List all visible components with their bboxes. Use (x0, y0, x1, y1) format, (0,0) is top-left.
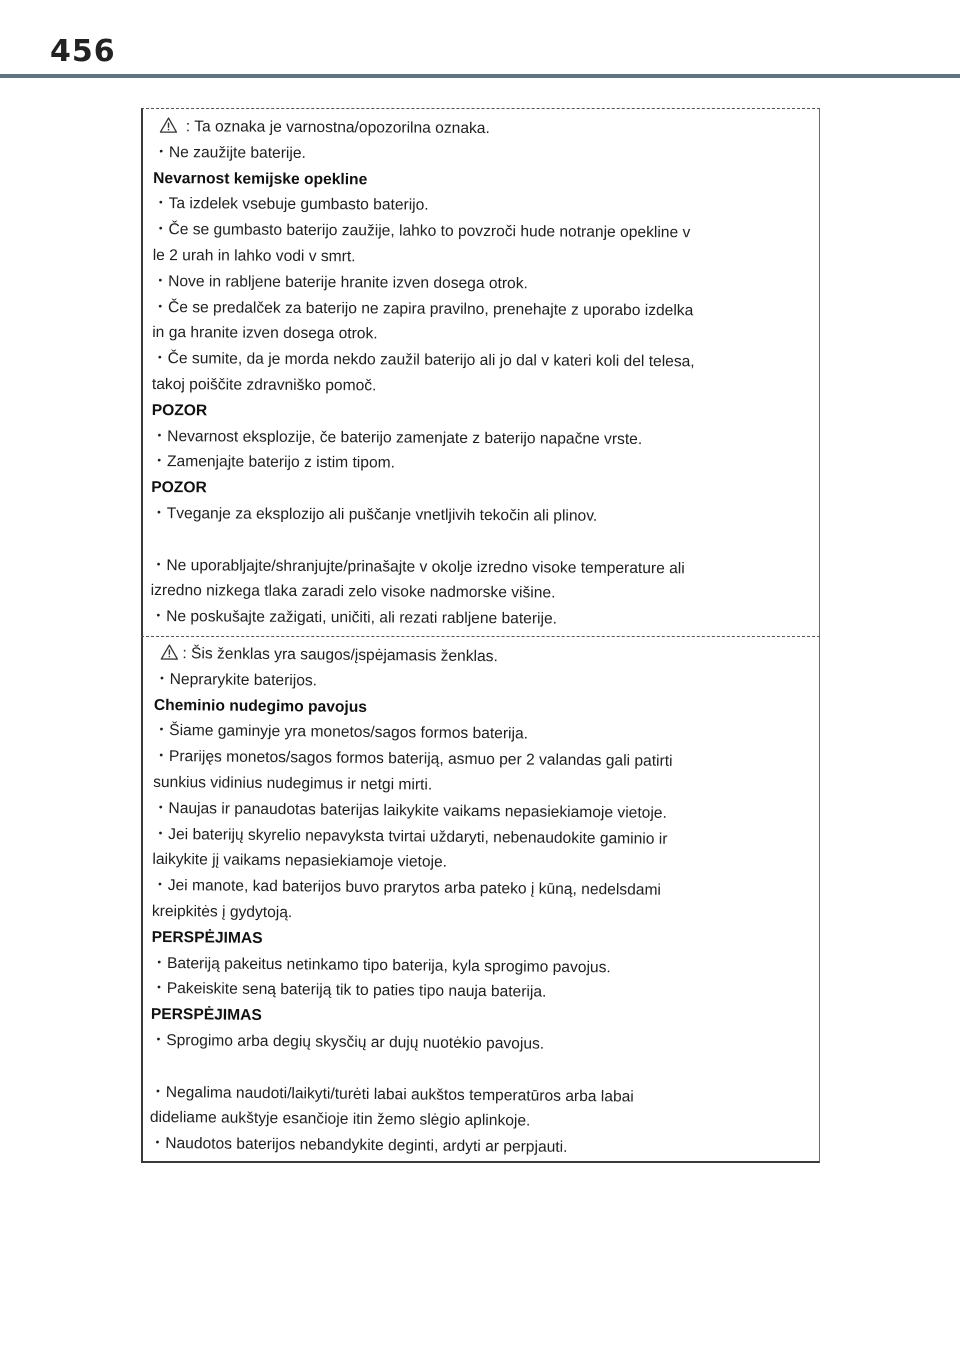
line-text: ・Šiame gaminyje yra monetos/sagos formos baterija. (153, 722, 529, 743)
line-text: takoj poiščite zdravniško pomoč. (151, 375, 377, 395)
line-text: : Ta oznaka je varnostna/opozorilna oznaka. (181, 118, 490, 138)
slovenian-warning-section (150, 114, 803, 634)
line-text: in ga hranite izven dosega otrok. (152, 324, 378, 343)
line-text: ・Sprogimo arba degių skysčių ar dujų nuotėkio pavojus. (150, 1031, 545, 1053)
line-text: ・Jei manote, kad baterijos buvo prarytos arba pateko į kūną, nedelsdami (152, 877, 662, 899)
line-text: le 2 urah in lahko vodi v smrt. (152, 247, 356, 266)
line-text: ・Bateriją pakeitus netinkamo tipo baterija, kyla sprogimo pavojus. (151, 954, 611, 976)
warning-text-line (150, 604, 800, 634)
line-text: POZOR (151, 401, 208, 420)
line-text: POZOR (151, 479, 207, 497)
warning-triangle-icon (160, 644, 178, 660)
blank-line (151, 527, 801, 557)
warning-text-line (153, 191, 803, 221)
line-text: laikykite jį vaikams nepasiekiamoje vietoje. (152, 851, 448, 872)
line-text: : Šis ženklas yra saugos/įspėjamasis ženklas. (182, 645, 498, 666)
line-text: ・Če sumite, da je morda nekdo zaužil baterijo ali jo dal v kateri koli del telesa, (152, 350, 695, 371)
line-text: ・Naudotos baterijos nebandykite deginti, ardyti ar perpjauti. (149, 1135, 568, 1157)
lithuanian-warning-section (150, 641, 805, 1163)
line-text: ・Neprarykite baterijos. (154, 670, 318, 690)
line-text: ・Ne zaužijte baterije. (153, 143, 306, 162)
line-text: ・Prarijęs monetos/sagos formos bateriją, asmuo per 2 valandas gali patirti (153, 748, 673, 771)
warning-text-line (151, 553, 801, 583)
line-text: ・Jei baterijų skyrelio nepavyksta tvirtai uždaryti, nebenaudokite gaminio ir (152, 825, 668, 848)
line-text: kreipkitės į gydytoją. (151, 902, 293, 922)
warning-text-line (152, 295, 802, 325)
warning-text-line (153, 243, 803, 273)
warning-heading (151, 475, 801, 505)
page-number: 456 (50, 34, 116, 69)
warning-text-line (151, 578, 801, 608)
line-text: ・Ta izdelek vsebuje gumbasto baterijo. (152, 195, 429, 215)
warning-heading (152, 398, 802, 428)
warning-text-line (152, 320, 802, 350)
line-text: ・Zamenjajte baterijo z istim tipom. (151, 453, 396, 472)
line-text: sunkius vidinius nudegimus ir netgi mirti. (153, 773, 433, 794)
line-text: Cheminio nudegimo pavojus (153, 696, 368, 716)
warning-text-line (151, 449, 801, 479)
warning-triangle-icon (159, 117, 177, 133)
warning-text-line (152, 372, 802, 402)
section-divider (141, 636, 820, 637)
warning-text-line (153, 140, 803, 170)
line-text: ・Ne poskušajte zažigati, uničiti, ali rezati rabljene baterije. (150, 608, 558, 628)
warning-heading (153, 166, 803, 196)
warning-text-line (152, 346, 802, 376)
line-text: ・Negalima naudoti/laikyti/turėti labai aukštos temperatūros arba labai (150, 1083, 634, 1106)
line-text: PERSPĖJIMAS (151, 928, 263, 947)
line-text: Nevarnost kemijske opekline (153, 169, 368, 188)
warning-text-line (152, 269, 802, 299)
line-text: ・Pakeiskite seną bateriją tik to paties tipo nauja baterija. (151, 980, 547, 1002)
line-text: ・Naujas ir panaudotas baterijas laikykite vaikams nepasiekiamoje vietoje. (152, 799, 667, 822)
header-rule (0, 74, 960, 78)
line-text: ・Če se gumbasto baterijo zaužije, lahko to povzroči hude notranje opekline v (152, 221, 691, 242)
warning-text-line (153, 217, 803, 247)
warning-text-line (151, 501, 801, 531)
line-text: dideliame aukštyje esančioje itin žemo slėgio aplinkoje. (149, 1109, 531, 1130)
line-text: ・Nevarnost eksplozije, če baterijo zamenjate z baterijo napačne vrste. (151, 427, 643, 448)
line-text: ・Tveganje za eksplozijo ali puščanje vnetljivih tekočin ali plinov. (151, 504, 598, 525)
line-text: PERSPĖJIMAS (150, 1006, 262, 1025)
warning-symbol-line (153, 114, 803, 144)
warning-text-line (152, 424, 802, 454)
line-text: izredno nizkega tlaka zaradi zelo visoke nadmorske višine. (150, 582, 556, 602)
line-text: ・Ne uporabljajte/shranjujte/prinašajte v okolje izredno visoke temperature ali (150, 556, 685, 577)
line-text: ・Če se predalček za baterijo ne zapira pravilno, prenehajte z uporabo izdelka (152, 298, 694, 319)
line-text: ・Nove in rabljene baterije hranite izven dosega otrok. (152, 272, 528, 293)
